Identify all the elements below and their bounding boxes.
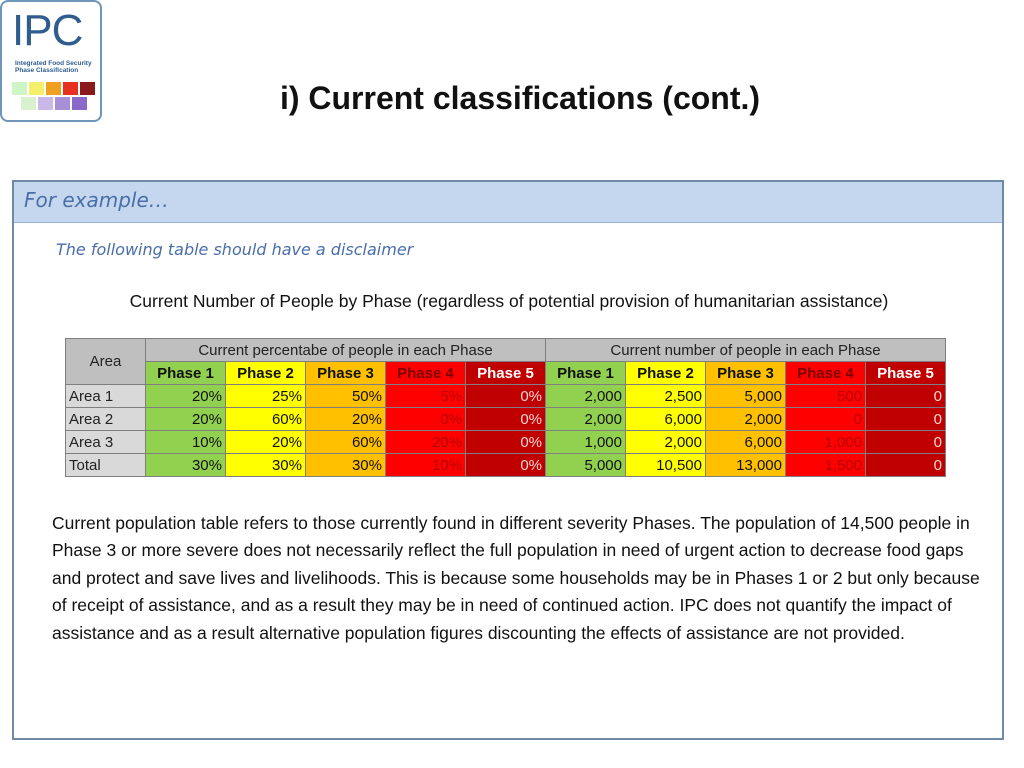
table-row: [66, 385, 946, 408]
percent-cell-phase-5: 0%: [466, 385, 546, 408]
number-cell-phase-1: 2,000: [546, 385, 626, 408]
number-cell-phase-1: 1,000: [546, 431, 626, 454]
table-row: [66, 431, 946, 454]
number-cell-phase-3: 6,000: [706, 431, 786, 454]
number-cell-phase-5: 0: [866, 454, 946, 477]
number-phase-1-header: Phase 1: [546, 362, 626, 385]
logo-swatch-bottom-1: [21, 97, 36, 110]
percent-cell-phase-5: 0%: [466, 454, 546, 477]
number-cell-phase-3: 13,000: [706, 454, 786, 477]
number-cell-phase-4: 1,000: [786, 431, 866, 454]
table-group-header-row: [66, 339, 946, 362]
number-phase-2-header: Phase 2: [626, 362, 706, 385]
example-box: [12, 180, 1004, 740]
logo-swatch-top-3: [46, 82, 61, 95]
phase-header-row: [66, 362, 946, 385]
population-phase-table: [65, 338, 946, 477]
number-cell-phase-4: 500: [786, 385, 866, 408]
percent-cell-phase-1: 10%: [146, 431, 226, 454]
logo-swatch-row-top: [12, 82, 96, 95]
number-phase-4-header: Phase 4: [786, 362, 866, 385]
example-header-text: For example…: [24, 188, 169, 212]
percent-cell-phase-1: 20%: [146, 408, 226, 431]
logo-text: IPC: [12, 6, 83, 55]
percent-cell-phase-4: 10%: [386, 454, 466, 477]
percent-cell-phase-2: 60%: [226, 408, 306, 431]
logo-swatch-top-4: [63, 82, 78, 95]
logo-swatch-top-2: [29, 82, 44, 95]
percent-group-header: Current percentabe of people in each Phase: [146, 339, 546, 362]
number-cell-phase-2: 2,000: [626, 431, 706, 454]
number-phase-5-header: Phase 5: [866, 362, 946, 385]
logo-swatch-top-5: [80, 82, 95, 95]
area-column-header: Area: [66, 339, 146, 385]
logo-swatch-bottom-4: [72, 97, 87, 110]
logo-subtitle: Integrated Food Security Phase Classification: [15, 60, 92, 74]
row-label: Area 1: [66, 385, 146, 408]
number-cell-phase-3: 5,000: [706, 385, 786, 408]
logo-swatches: [12, 82, 96, 112]
table-body: [66, 385, 946, 477]
percent-cell-phase-4: 5%: [386, 385, 466, 408]
percent-phase-3-header: Phase 3: [306, 362, 386, 385]
number-cell-phase-3: 2,000: [706, 408, 786, 431]
disclaimer-note: The following table should have a disclaimer: [56, 240, 414, 259]
number-cell-phase-4: 1,500: [786, 454, 866, 477]
explanation-paragraph: Current population table refers to those currently found in different severity Phases. The population of 14,500 people in Phase 3 or more severe does not necessarily reflect the full population in need of urgent action to decrease food gaps and protect and save lives and livelihoods. This is because some households may be in Phases 1 or 2 but only because of receipt of assistance, and as a result they may be in need of continued action. IPC does not quantify the impact of assistance and as a result alternative population figures discounting the effects of assistance are not provided.: [52, 513, 980, 643]
number-cell-phase-4: 0: [786, 408, 866, 431]
percent-cell-phase-3: 60%: [306, 431, 386, 454]
row-label: Area 2: [66, 408, 146, 431]
logo-swatch-bottom-3: [55, 97, 70, 110]
number-cell-phase-5: 0: [866, 431, 946, 454]
number-cell-phase-5: 0: [866, 408, 946, 431]
percent-cell-phase-3: 50%: [306, 385, 386, 408]
number-cell-phase-1: 2,000: [546, 408, 626, 431]
percent-phase-4-header: Phase 4: [386, 362, 466, 385]
number-phase-3-header: Phase 3: [706, 362, 786, 385]
ipc-logo: [0, 0, 102, 122]
percent-phase-1-header: Phase 1: [146, 362, 226, 385]
logo-swatch-bottom-2: [38, 97, 53, 110]
logo-swatch-row-bottom: [12, 97, 96, 110]
slide-title: i) Current classifications (cont.): [279, 80, 761, 116]
percent-phase-2-header: Phase 2: [226, 362, 306, 385]
table-caption: Current Number of People by Phase (regardless of potential provision of humanitarian assistance): [129, 291, 889, 311]
table-row: [66, 408, 946, 431]
percent-cell-phase-3: 30%: [306, 454, 386, 477]
number-cell-phase-2: 10,500: [626, 454, 706, 477]
percent-cell-phase-4: 20%: [386, 431, 466, 454]
percent-phase-5-header: Phase 5: [466, 362, 546, 385]
percent-cell-phase-2: 20%: [226, 431, 306, 454]
percent-cell-phase-2: 30%: [226, 454, 306, 477]
number-cell-phase-2: 2,500: [626, 385, 706, 408]
percent-cell-phase-5: 0%: [466, 431, 546, 454]
row-label: Total: [66, 454, 146, 477]
row-label: Area 3: [66, 431, 146, 454]
percent-cell-phase-3: 20%: [306, 408, 386, 431]
logo-swatch-top-1: [12, 82, 27, 95]
percent-cell-phase-2: 25%: [226, 385, 306, 408]
percent-cell-phase-4: 0%: [386, 408, 466, 431]
number-group-header: Current number of people in each Phase: [546, 339, 946, 362]
number-cell-phase-1: 5,000: [546, 454, 626, 477]
percent-cell-phase-1: 30%: [146, 454, 226, 477]
table-row: [66, 454, 946, 477]
example-box-header: [14, 182, 1002, 223]
number-cell-phase-5: 0: [866, 385, 946, 408]
percent-cell-phase-1: 20%: [146, 385, 226, 408]
number-cell-phase-2: 6,000: [626, 408, 706, 431]
percent-cell-phase-5: 0%: [466, 408, 546, 431]
